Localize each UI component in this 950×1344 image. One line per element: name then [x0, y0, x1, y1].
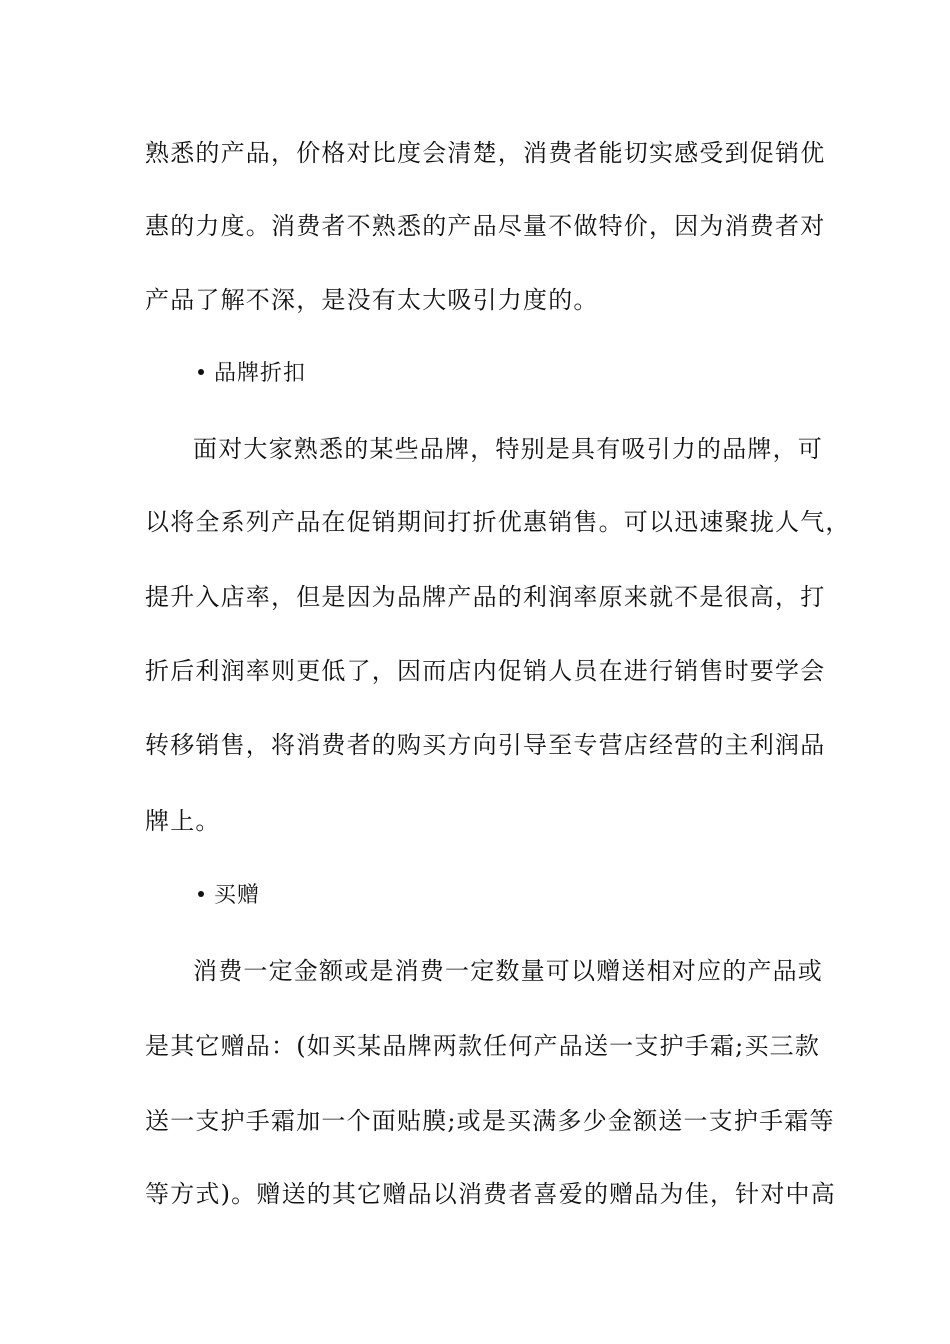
paragraph-line: 转移销售，将消费者的购买方向引导至专营店经营的主利润品: [145, 731, 826, 759]
paragraph-line: 以将全系列产品在促销期间打折优惠销售。可以迅速聚拢人气，: [145, 508, 851, 536]
paragraph-line: 面对大家熟悉的某些品牌，特别是具有吸引力的品牌，可: [193, 435, 823, 463]
paragraph-line: 消费一定金额或是消费一定数量可以赠送相对应的产品或: [193, 957, 823, 985]
paragraph-line: 熟悉的产品，价格对比度会清楚，消费者能切实感受到促销优: [145, 139, 826, 167]
paragraph-line: 产品了解不深，是没有太大吸引力度的。: [145, 286, 599, 314]
bullet-icon: [198, 369, 204, 375]
bullet-icon: [198, 891, 204, 897]
paragraph-line: 牌上。: [145, 807, 221, 835]
bullet-item-brand-discount: [198, 358, 306, 390]
paragraph-line: 折后利润率则更低了，因而店内促销人员在进行销售时要学会: [145, 657, 826, 685]
bullet-title: 品牌折扣: [214, 361, 307, 386]
bullet-item-gift-with-purchase: [198, 880, 260, 912]
paragraph-line: 惠的力度。消费者不熟悉的产品尽量不做特价，因为消费者对: [145, 212, 826, 240]
paragraph-line: 送一支护手霜加一个面贴膜;或是买满多少金额送一支护手霜等: [145, 1107, 835, 1135]
bullet-title: 买赠: [214, 883, 261, 908]
paragraph-line: 提升入店率，但是因为品牌产品的利润率原来就不是很高，打: [145, 583, 826, 611]
paragraph-line: 等方式)。赠送的其它赠品以消费者喜爱的赠品为佳，针对中高: [145, 1180, 836, 1208]
paragraph-line: 是其它赠品：(如买某品牌两款任何产品送一支护手霜;买三款: [145, 1032, 821, 1060]
